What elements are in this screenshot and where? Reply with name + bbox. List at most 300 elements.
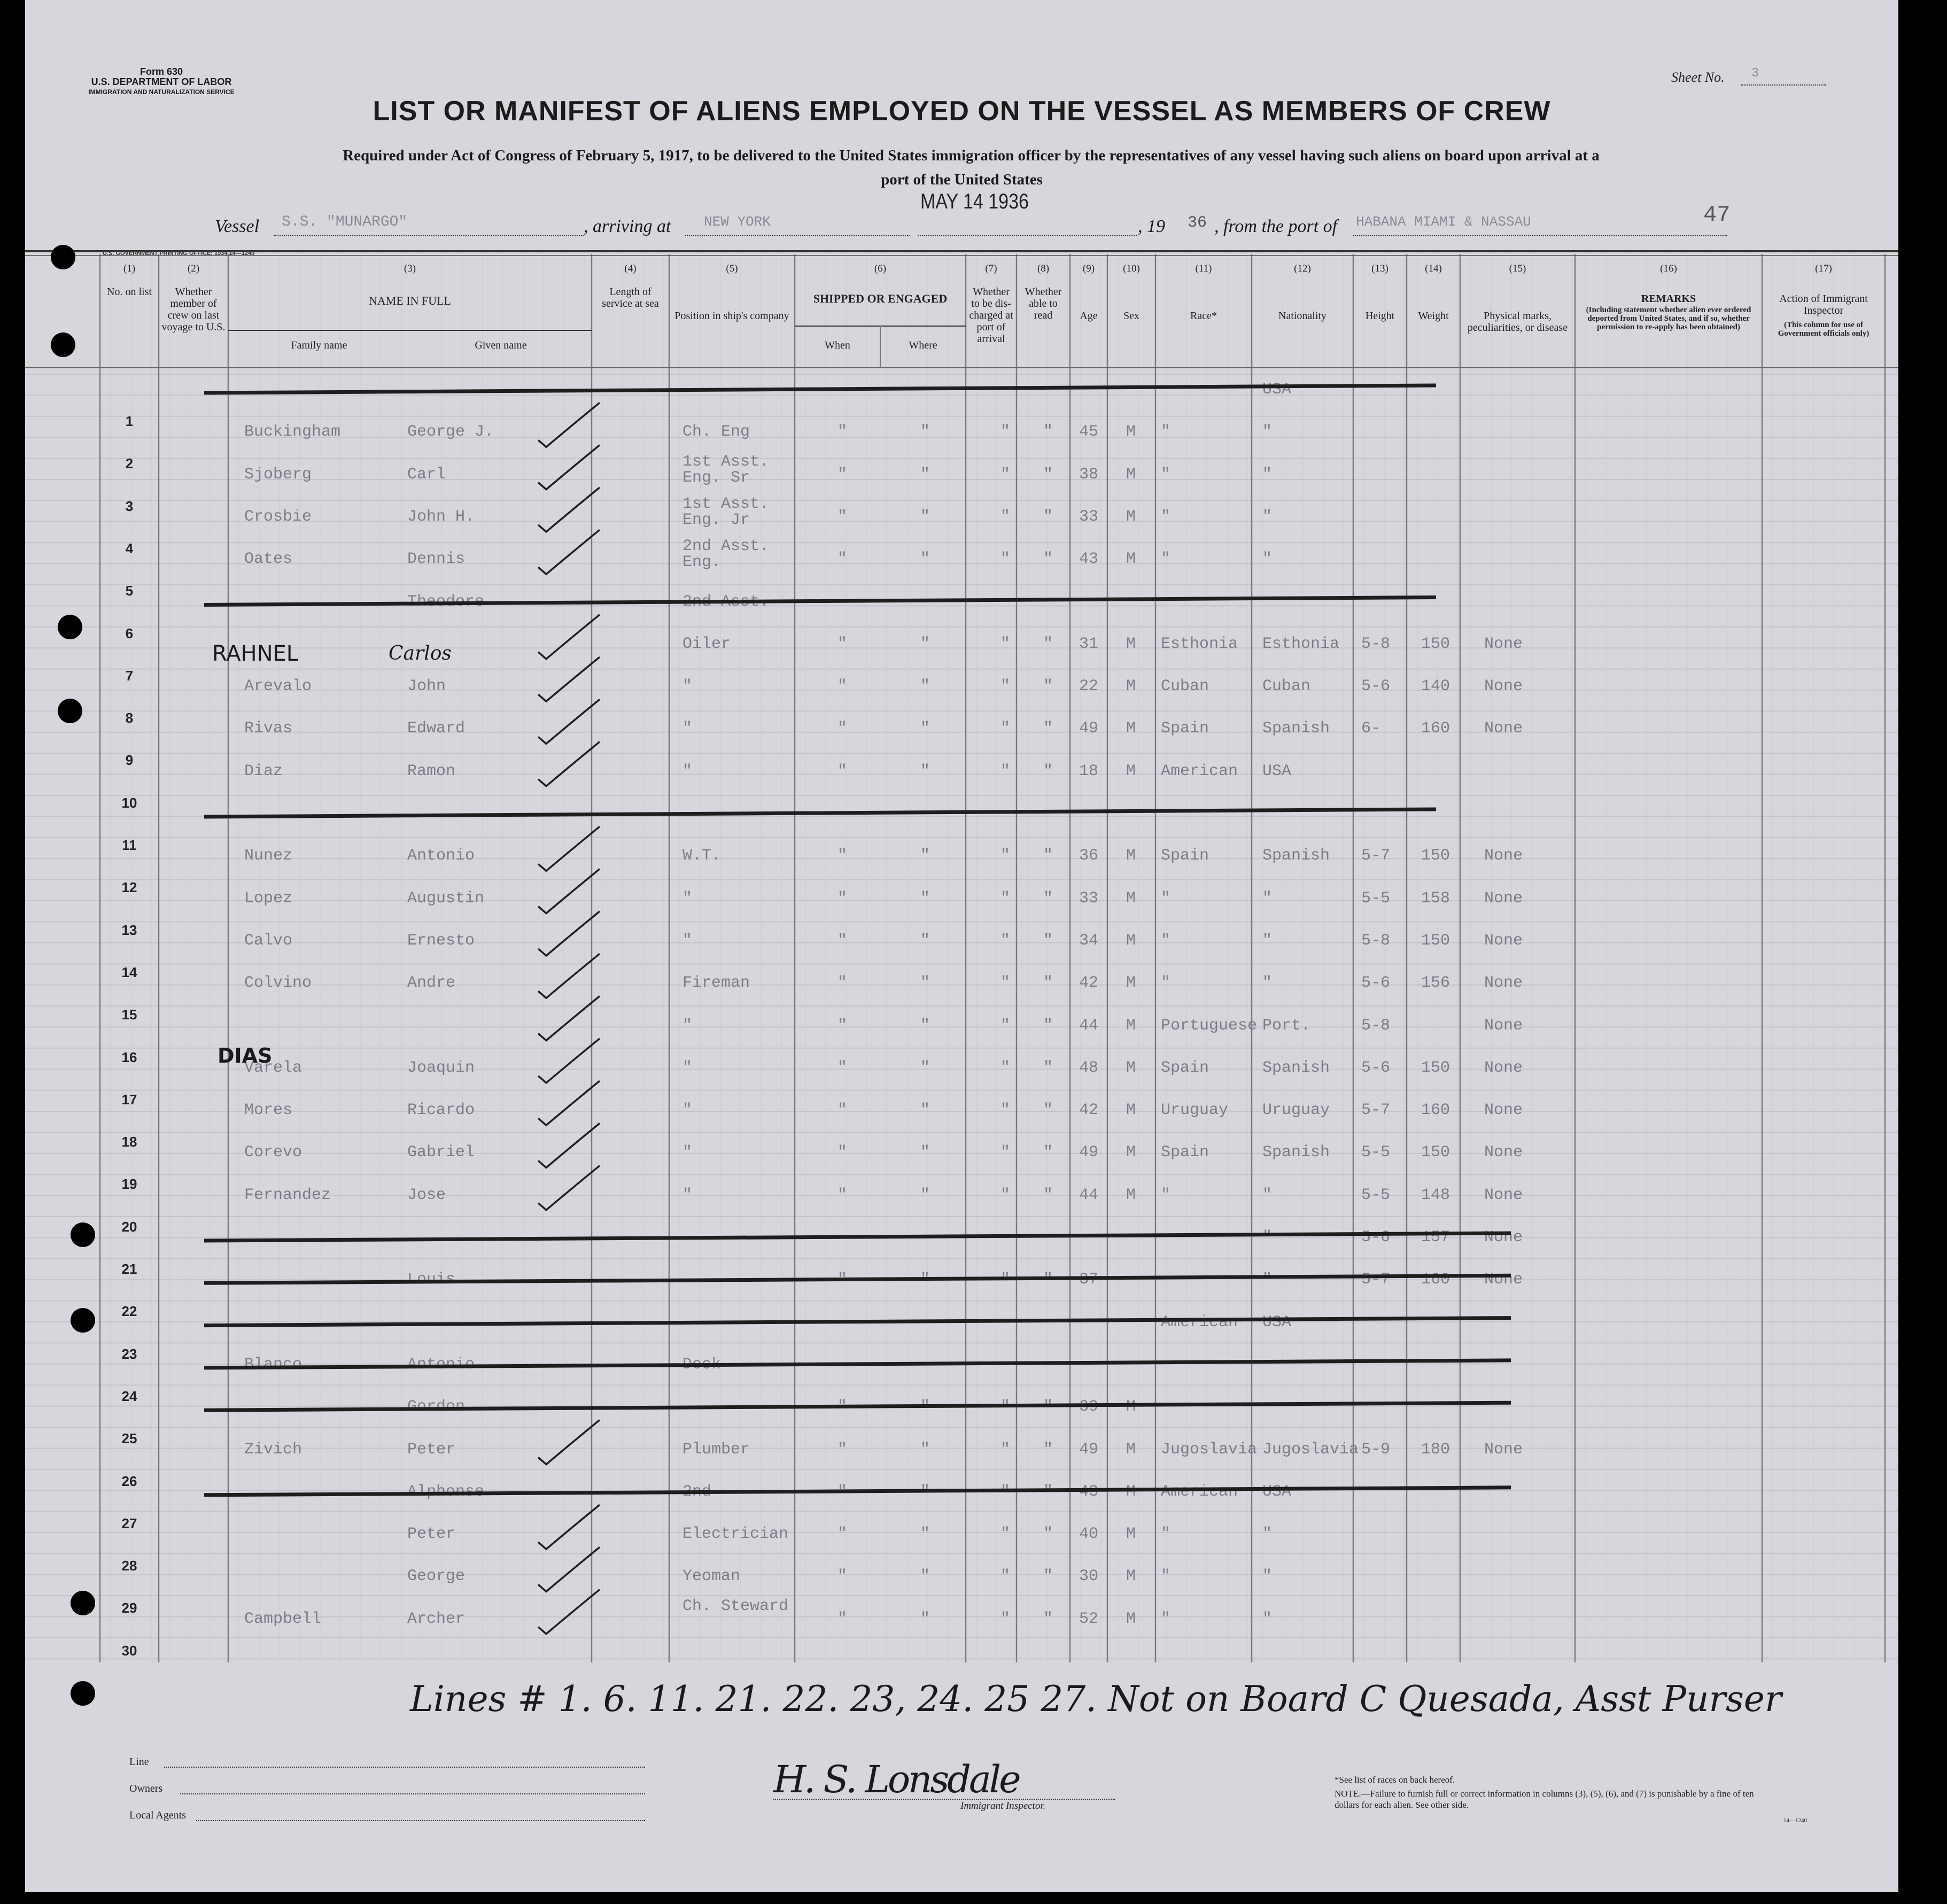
row-number: 1 xyxy=(125,413,134,429)
position-in-company: Ch. Eng xyxy=(682,423,750,442)
height: 6- xyxy=(1361,719,1381,738)
given-name: Jose xyxy=(407,1186,446,1204)
where-ditto: " xyxy=(920,634,930,653)
family-name: Arevalo xyxy=(244,677,312,696)
strike-through-line xyxy=(204,1488,1511,1495)
row-number: 19 xyxy=(121,1176,137,1193)
column-number: (15) xyxy=(1509,263,1526,274)
check-mark xyxy=(538,954,600,998)
column-header: Age xyxy=(1080,310,1098,322)
where-ditto: " xyxy=(920,550,930,569)
row-number: 14 xyxy=(121,964,137,980)
race: " xyxy=(1161,1186,1171,1204)
age: 30 xyxy=(1079,1567,1099,1586)
sex: M xyxy=(1126,762,1136,780)
footer-line-label: Line xyxy=(129,1756,149,1768)
able-to-read-ditto: " xyxy=(1043,762,1053,780)
height: 5-8 xyxy=(1361,634,1391,653)
discharged-ditto: " xyxy=(1000,1398,1011,1417)
binder-hole xyxy=(51,245,75,269)
able-to-read-ditto: " xyxy=(1043,1058,1053,1077)
race: " xyxy=(1161,931,1171,950)
sex: M xyxy=(1126,1525,1136,1544)
when-ditto: " xyxy=(837,762,848,780)
able-to-read-ditto: " xyxy=(1043,847,1053,865)
column-number: (8) xyxy=(1037,263,1050,274)
given-name: Louis xyxy=(407,1271,456,1289)
sex: M xyxy=(1126,1440,1136,1459)
family-name: Calvo xyxy=(244,931,293,950)
physical-marks: None xyxy=(1484,677,1523,696)
position-in-company: " xyxy=(682,889,693,908)
height: 5-6 xyxy=(1361,974,1391,993)
when-ditto: " xyxy=(837,719,848,738)
row-number: 20 xyxy=(121,1218,137,1235)
nationality: USA xyxy=(1262,1482,1292,1501)
check-mark xyxy=(538,445,600,490)
weight: 140 xyxy=(1421,677,1450,696)
where-ditto: " xyxy=(920,1058,930,1077)
when-ditto: " xyxy=(837,1058,848,1077)
row-number: 26 xyxy=(121,1473,137,1489)
given-name: George J. xyxy=(407,423,494,442)
column-header: REMARKS xyxy=(1641,293,1696,305)
row-number: 12 xyxy=(121,879,137,896)
footer-agents-label: Local Agents xyxy=(129,1809,187,1821)
weight: 150 xyxy=(1421,1143,1450,1162)
given-name: Augustin xyxy=(407,889,485,908)
physical-marks: None xyxy=(1484,931,1523,950)
sex: M xyxy=(1126,1482,1136,1501)
column-subheader: Where xyxy=(909,339,937,351)
able-to-read-ditto: " xyxy=(1043,1525,1053,1544)
nationality: " xyxy=(1262,1228,1273,1247)
column-header: Race* xyxy=(1190,310,1217,322)
given-name: John xyxy=(407,677,446,696)
where-ditto: " xyxy=(920,1609,930,1628)
able-to-read-ditto: " xyxy=(1043,1101,1053,1120)
family-name: Oates xyxy=(244,550,293,569)
position-in-company: Electrician xyxy=(682,1525,789,1544)
nationality: USA xyxy=(1262,1313,1292,1332)
where-ditto: " xyxy=(920,1271,930,1289)
discharged-ditto: " xyxy=(1000,974,1011,993)
family-name: Zivich xyxy=(244,1440,302,1459)
given-name: Peter xyxy=(407,1525,456,1544)
position-in-company: Deck xyxy=(682,1355,722,1374)
nationality: Cuban xyxy=(1262,677,1311,696)
nationality: " xyxy=(1262,550,1273,569)
height: 5-8 xyxy=(1361,931,1391,950)
physical-marks: None xyxy=(1484,634,1523,653)
column-number: (7) xyxy=(985,263,997,274)
weight: 160 xyxy=(1421,719,1450,738)
row-number: 17 xyxy=(121,1091,137,1108)
position-in-company: 1st Asst. Eng. Jr xyxy=(682,494,770,529)
row-number: 23 xyxy=(121,1345,137,1362)
physical-marks: None xyxy=(1484,847,1523,865)
column-subheader: Family name xyxy=(291,339,347,351)
discharged-ditto: " xyxy=(1000,889,1011,908)
physical-marks: None xyxy=(1484,1440,1523,1459)
strike-through-line xyxy=(204,1318,1511,1326)
height: 5-8 xyxy=(1361,1016,1391,1035)
family-name: Varela xyxy=(244,1058,302,1077)
sheet-number-value: 3 xyxy=(1751,66,1759,81)
row-number: 15 xyxy=(121,1007,137,1023)
handwritten-given-row7: Carlos xyxy=(389,643,452,664)
discharged-ditto: " xyxy=(1000,1101,1011,1120)
nationality: " xyxy=(1262,1525,1273,1544)
position-in-company: Yeoman xyxy=(682,1567,741,1586)
when-ditto: " xyxy=(837,1186,848,1204)
height: 5-6 xyxy=(1361,1058,1391,1077)
race: American xyxy=(1161,762,1238,780)
position-in-company: " xyxy=(682,1186,693,1204)
check-mark xyxy=(538,403,600,447)
given-name: Gabriel xyxy=(407,1143,475,1162)
column-header: Length of service at sea xyxy=(602,286,659,309)
race: Esthonia xyxy=(1161,634,1238,653)
height: 5-5 xyxy=(1361,889,1391,908)
race: Cuban xyxy=(1161,677,1209,696)
family-name: Blanco xyxy=(244,1355,302,1374)
column-number: (13) xyxy=(1371,263,1389,274)
nationality: Spanish xyxy=(1262,1143,1330,1162)
column-number: (5) xyxy=(726,263,738,274)
sex: M xyxy=(1126,931,1136,950)
discharged-ditto: " xyxy=(1000,465,1011,484)
age: 43 xyxy=(1079,1482,1099,1501)
row-number: 9 xyxy=(125,752,134,769)
age: 49 xyxy=(1079,1440,1099,1459)
physical-marks: None xyxy=(1484,1143,1523,1162)
able-to-read-ditto: " xyxy=(1043,550,1053,569)
weight: 160 xyxy=(1421,1101,1450,1120)
where-ditto: " xyxy=(920,1482,930,1501)
nationality: " xyxy=(1262,974,1273,993)
nationality: " xyxy=(1262,889,1273,908)
family-name: Colvino xyxy=(244,974,312,993)
given-name: Peter xyxy=(407,1440,456,1459)
row-number: 28 xyxy=(121,1558,137,1574)
able-to-read-ditto: " xyxy=(1043,1609,1053,1628)
column-number: (14) xyxy=(1425,263,1442,274)
family-name: Sjoberg xyxy=(244,465,312,484)
where-ditto: " xyxy=(920,1440,930,1459)
where-ditto: " xyxy=(920,507,930,526)
vessel-label: Vessel xyxy=(215,216,260,236)
given-name: Theodore xyxy=(407,592,485,611)
able-to-read-ditto: " xyxy=(1043,1482,1053,1501)
subtitle-line-2: port of the United States xyxy=(881,171,1043,188)
position-in-company: W.T. xyxy=(682,847,722,865)
age: 18 xyxy=(1079,762,1099,780)
check-mark xyxy=(538,911,600,956)
nationality: Spanish xyxy=(1262,847,1330,865)
nationality: " xyxy=(1262,1567,1273,1586)
race: Portuguese xyxy=(1161,1016,1258,1035)
given-name: John H. xyxy=(407,507,475,526)
when-ditto: " xyxy=(837,550,848,569)
position-in-company: 2nd Asst. xyxy=(682,592,770,611)
age: 31 xyxy=(1079,634,1099,653)
able-to-read-ditto: " xyxy=(1043,1567,1053,1586)
sex: M xyxy=(1126,677,1136,696)
race: " xyxy=(1161,1609,1171,1628)
when-ditto: " xyxy=(837,1398,848,1417)
row-number: 24 xyxy=(121,1388,137,1404)
ink-overlay xyxy=(25,0,1898,1892)
manifest-sheet xyxy=(25,0,1898,1892)
sex: M xyxy=(1126,1398,1136,1417)
strike-through-line xyxy=(204,1233,1511,1241)
column-number: (11) xyxy=(1195,263,1212,274)
family-name: Rivas xyxy=(244,719,293,738)
sex: M xyxy=(1126,1609,1136,1628)
given-name: Ricardo xyxy=(407,1101,475,1120)
when-ditto: " xyxy=(837,1271,848,1289)
position-in-company: Oiler xyxy=(682,634,731,653)
check-mark xyxy=(538,996,600,1041)
given-name: George xyxy=(407,1567,466,1586)
able-to-read-ditto: " xyxy=(1043,889,1053,908)
able-to-read-ditto: " xyxy=(1043,974,1053,993)
able-to-read-ditto: " xyxy=(1043,931,1053,950)
when-ditto: " xyxy=(837,423,848,442)
check-mark xyxy=(538,1039,600,1083)
given-name: Edward xyxy=(407,719,466,738)
check-mark xyxy=(538,657,600,701)
able-to-read-ditto: " xyxy=(1043,1143,1053,1162)
weight: 158 xyxy=(1421,889,1450,908)
nationality: Spanish xyxy=(1262,719,1330,738)
able-to-read-ditto: " xyxy=(1043,1398,1053,1417)
race-note: *See list of races on back hereof. xyxy=(1335,1775,1455,1785)
row-number: 4 xyxy=(125,540,134,556)
row-number: 30 xyxy=(121,1642,137,1659)
footer-agents-field xyxy=(196,1820,645,1821)
nationality: USA xyxy=(1262,762,1292,780)
sex: M xyxy=(1126,465,1136,484)
row-number: 29 xyxy=(121,1600,137,1616)
column-header: Sex xyxy=(1123,310,1139,322)
where-ditto: " xyxy=(920,465,930,484)
weight: 156 xyxy=(1421,974,1450,993)
family-name: Fernandez xyxy=(244,1186,331,1204)
family-name: Campbell xyxy=(244,1609,322,1628)
column-number: (10) xyxy=(1123,263,1140,274)
check-mark xyxy=(538,1081,600,1125)
where-ditto: " xyxy=(920,677,930,696)
race: " xyxy=(1161,1525,1171,1544)
discharged-ditto: " xyxy=(1000,1143,1011,1162)
discharged-ditto: " xyxy=(1000,931,1011,950)
height: 5-7 xyxy=(1361,847,1391,865)
discharged-ditto: " xyxy=(1000,1482,1011,1501)
given-name: Dennis xyxy=(407,550,466,569)
given-name: Antonio xyxy=(407,847,475,865)
weight: 157 xyxy=(1421,1228,1450,1247)
family-name: Crosbie xyxy=(244,507,312,526)
sex: M xyxy=(1126,550,1136,569)
position-in-company: " xyxy=(682,1016,693,1035)
where-ditto: " xyxy=(920,1186,930,1204)
race: Spain xyxy=(1161,719,1209,738)
inspector-signature-line xyxy=(773,1799,1115,1800)
able-to-read-ditto: " xyxy=(1043,1440,1053,1459)
position-in-company: " xyxy=(682,931,693,950)
row-number: 13 xyxy=(121,922,137,938)
column-header: Nationality xyxy=(1278,310,1327,322)
arriving-label: , arriving at xyxy=(584,216,671,236)
strike-through-line xyxy=(204,598,1436,605)
age: 37 xyxy=(1079,1271,1099,1289)
age: 45 xyxy=(1079,423,1099,442)
family-name: Mores xyxy=(244,1101,293,1120)
inspector-signature: H. S. Lonsdale xyxy=(773,1758,1019,1801)
race: American xyxy=(1161,1482,1238,1501)
given-name: Ramon xyxy=(407,762,456,780)
check-mark xyxy=(538,826,600,871)
sex: M xyxy=(1126,634,1136,653)
row-number: 10 xyxy=(121,794,137,811)
able-to-read-ditto: " xyxy=(1043,1016,1053,1035)
binder-hole xyxy=(71,1222,95,1247)
nationality: Spanish xyxy=(1262,1058,1330,1077)
age: 34 xyxy=(1079,931,1099,950)
when-ditto: " xyxy=(837,1609,848,1628)
inspector-caption: Immigrant Inspector. xyxy=(960,1800,1046,1812)
check-mark xyxy=(538,615,600,659)
row-number: 2 xyxy=(125,455,134,472)
position-in-company: 2nd Asst. Eng. xyxy=(682,537,770,572)
subtitle-line-1: Required under Act of Congress of February 5, 1917, to be delivered to the United States immigration officer by the representatives of any vessel having such aliens on board upon arrival at a xyxy=(343,147,1600,164)
physical-marks: None xyxy=(1484,974,1523,993)
column-header: NAME IN FULL xyxy=(369,294,451,307)
nationality: " xyxy=(1262,1186,1273,1204)
position-in-company: Plumber xyxy=(682,1440,750,1459)
physical-marks: None xyxy=(1484,1228,1523,1247)
position-in-company: Fireman xyxy=(682,974,750,993)
row-number: 21 xyxy=(121,1261,137,1277)
sex: M xyxy=(1126,1143,1136,1162)
given-name: Andre xyxy=(407,974,456,993)
where-ditto: " xyxy=(920,974,930,993)
strike-through-line xyxy=(204,1360,1511,1368)
row-number: 27 xyxy=(121,1515,137,1531)
weight: 150 xyxy=(1421,847,1450,865)
race: " xyxy=(1161,1567,1171,1586)
position-in-company: " xyxy=(682,677,693,696)
able-to-read-ditto: " xyxy=(1043,507,1053,526)
sex: M xyxy=(1126,1567,1136,1586)
column-subheader: Given name xyxy=(475,339,527,351)
race: Spain xyxy=(1161,1143,1209,1162)
row-number: 5 xyxy=(125,583,134,599)
discharged-ditto: " xyxy=(1000,719,1011,738)
binder-hole xyxy=(71,1681,95,1706)
age: 42 xyxy=(1079,1101,1099,1120)
column-header: Weight xyxy=(1418,310,1449,322)
age: 52 xyxy=(1079,1609,1099,1628)
column-header: Whether able to read xyxy=(1025,286,1062,321)
column-header: Physical marks, peculiarities, or disease xyxy=(1467,310,1568,334)
handwritten-family-row16: DIAS xyxy=(218,1044,273,1067)
check-mark xyxy=(538,699,600,744)
when-ditto: " xyxy=(837,1482,848,1501)
physical-marks: None xyxy=(1484,1271,1523,1289)
when-ditto: " xyxy=(837,465,848,484)
age: 48 xyxy=(1079,1058,1099,1077)
discharged-ditto: " xyxy=(1000,1058,1011,1077)
when-ditto: " xyxy=(837,1101,848,1120)
binder-hole xyxy=(71,1308,95,1333)
given-name: Archer xyxy=(407,1609,466,1628)
check-mark xyxy=(538,1505,600,1549)
check-mark xyxy=(538,742,600,786)
when-ditto: " xyxy=(837,1440,848,1459)
age: 40 xyxy=(1079,1525,1099,1544)
family-name: Buckingham xyxy=(244,423,341,442)
column-header: Whether member of crew on last voyage to U.S. xyxy=(161,286,226,333)
nationality: USA xyxy=(1262,381,1292,399)
nationality: " xyxy=(1262,1271,1273,1289)
strike-through-line xyxy=(204,1275,1511,1283)
discharged-ditto: " xyxy=(1000,1567,1011,1586)
when-ditto: " xyxy=(837,974,848,993)
height: 5-6 xyxy=(1361,677,1391,696)
where-ditto: " xyxy=(920,1101,930,1120)
height: 5-9 xyxy=(1361,1440,1391,1459)
column-header: No. on list xyxy=(107,286,152,298)
arriving-value: NEW YORK xyxy=(704,214,771,230)
position-in-company: 2nd xyxy=(682,1482,712,1501)
discharged-ditto: " xyxy=(1000,1440,1011,1459)
check-mark xyxy=(538,1547,600,1591)
column-number: (1) xyxy=(123,263,136,274)
weight: 150 xyxy=(1421,1058,1450,1077)
binder-hole xyxy=(71,1591,95,1615)
from-port-value: HABANA MIAMI & NASSAU xyxy=(1356,214,1531,230)
able-to-read-ditto: " xyxy=(1043,423,1053,442)
age: 33 xyxy=(1079,889,1099,908)
race: " xyxy=(1161,550,1171,569)
row-number: 6 xyxy=(125,625,134,641)
list-number: 47 xyxy=(1703,202,1731,228)
where-ditto: " xyxy=(920,1016,930,1035)
column-number: (3) xyxy=(404,263,416,274)
family-name: Lopez xyxy=(244,889,293,908)
discharged-ditto: " xyxy=(1000,1186,1011,1204)
strike-through-line xyxy=(204,1403,1511,1410)
footer-owners-label: Owners xyxy=(129,1783,163,1794)
year-value: 36 xyxy=(1188,214,1207,232)
when-ditto: " xyxy=(837,847,848,865)
row-number: 18 xyxy=(121,1134,137,1150)
binder-hole xyxy=(51,332,75,357)
column-header: Whether to be dis- charged at port of arrival xyxy=(969,286,1013,345)
weight: 150 xyxy=(1421,634,1450,653)
given-name: Antonio xyxy=(407,1355,475,1374)
row-number: 16 xyxy=(121,1049,137,1065)
where-ditto: " xyxy=(920,1398,930,1417)
vessel-value: S.S. "MUNARGO" xyxy=(282,214,408,230)
nationality: Jugoslavia xyxy=(1262,1440,1359,1459)
position-in-company: " xyxy=(682,1101,693,1120)
check-mark xyxy=(538,1123,600,1167)
position-in-company: Ch. Steward xyxy=(682,1597,789,1615)
